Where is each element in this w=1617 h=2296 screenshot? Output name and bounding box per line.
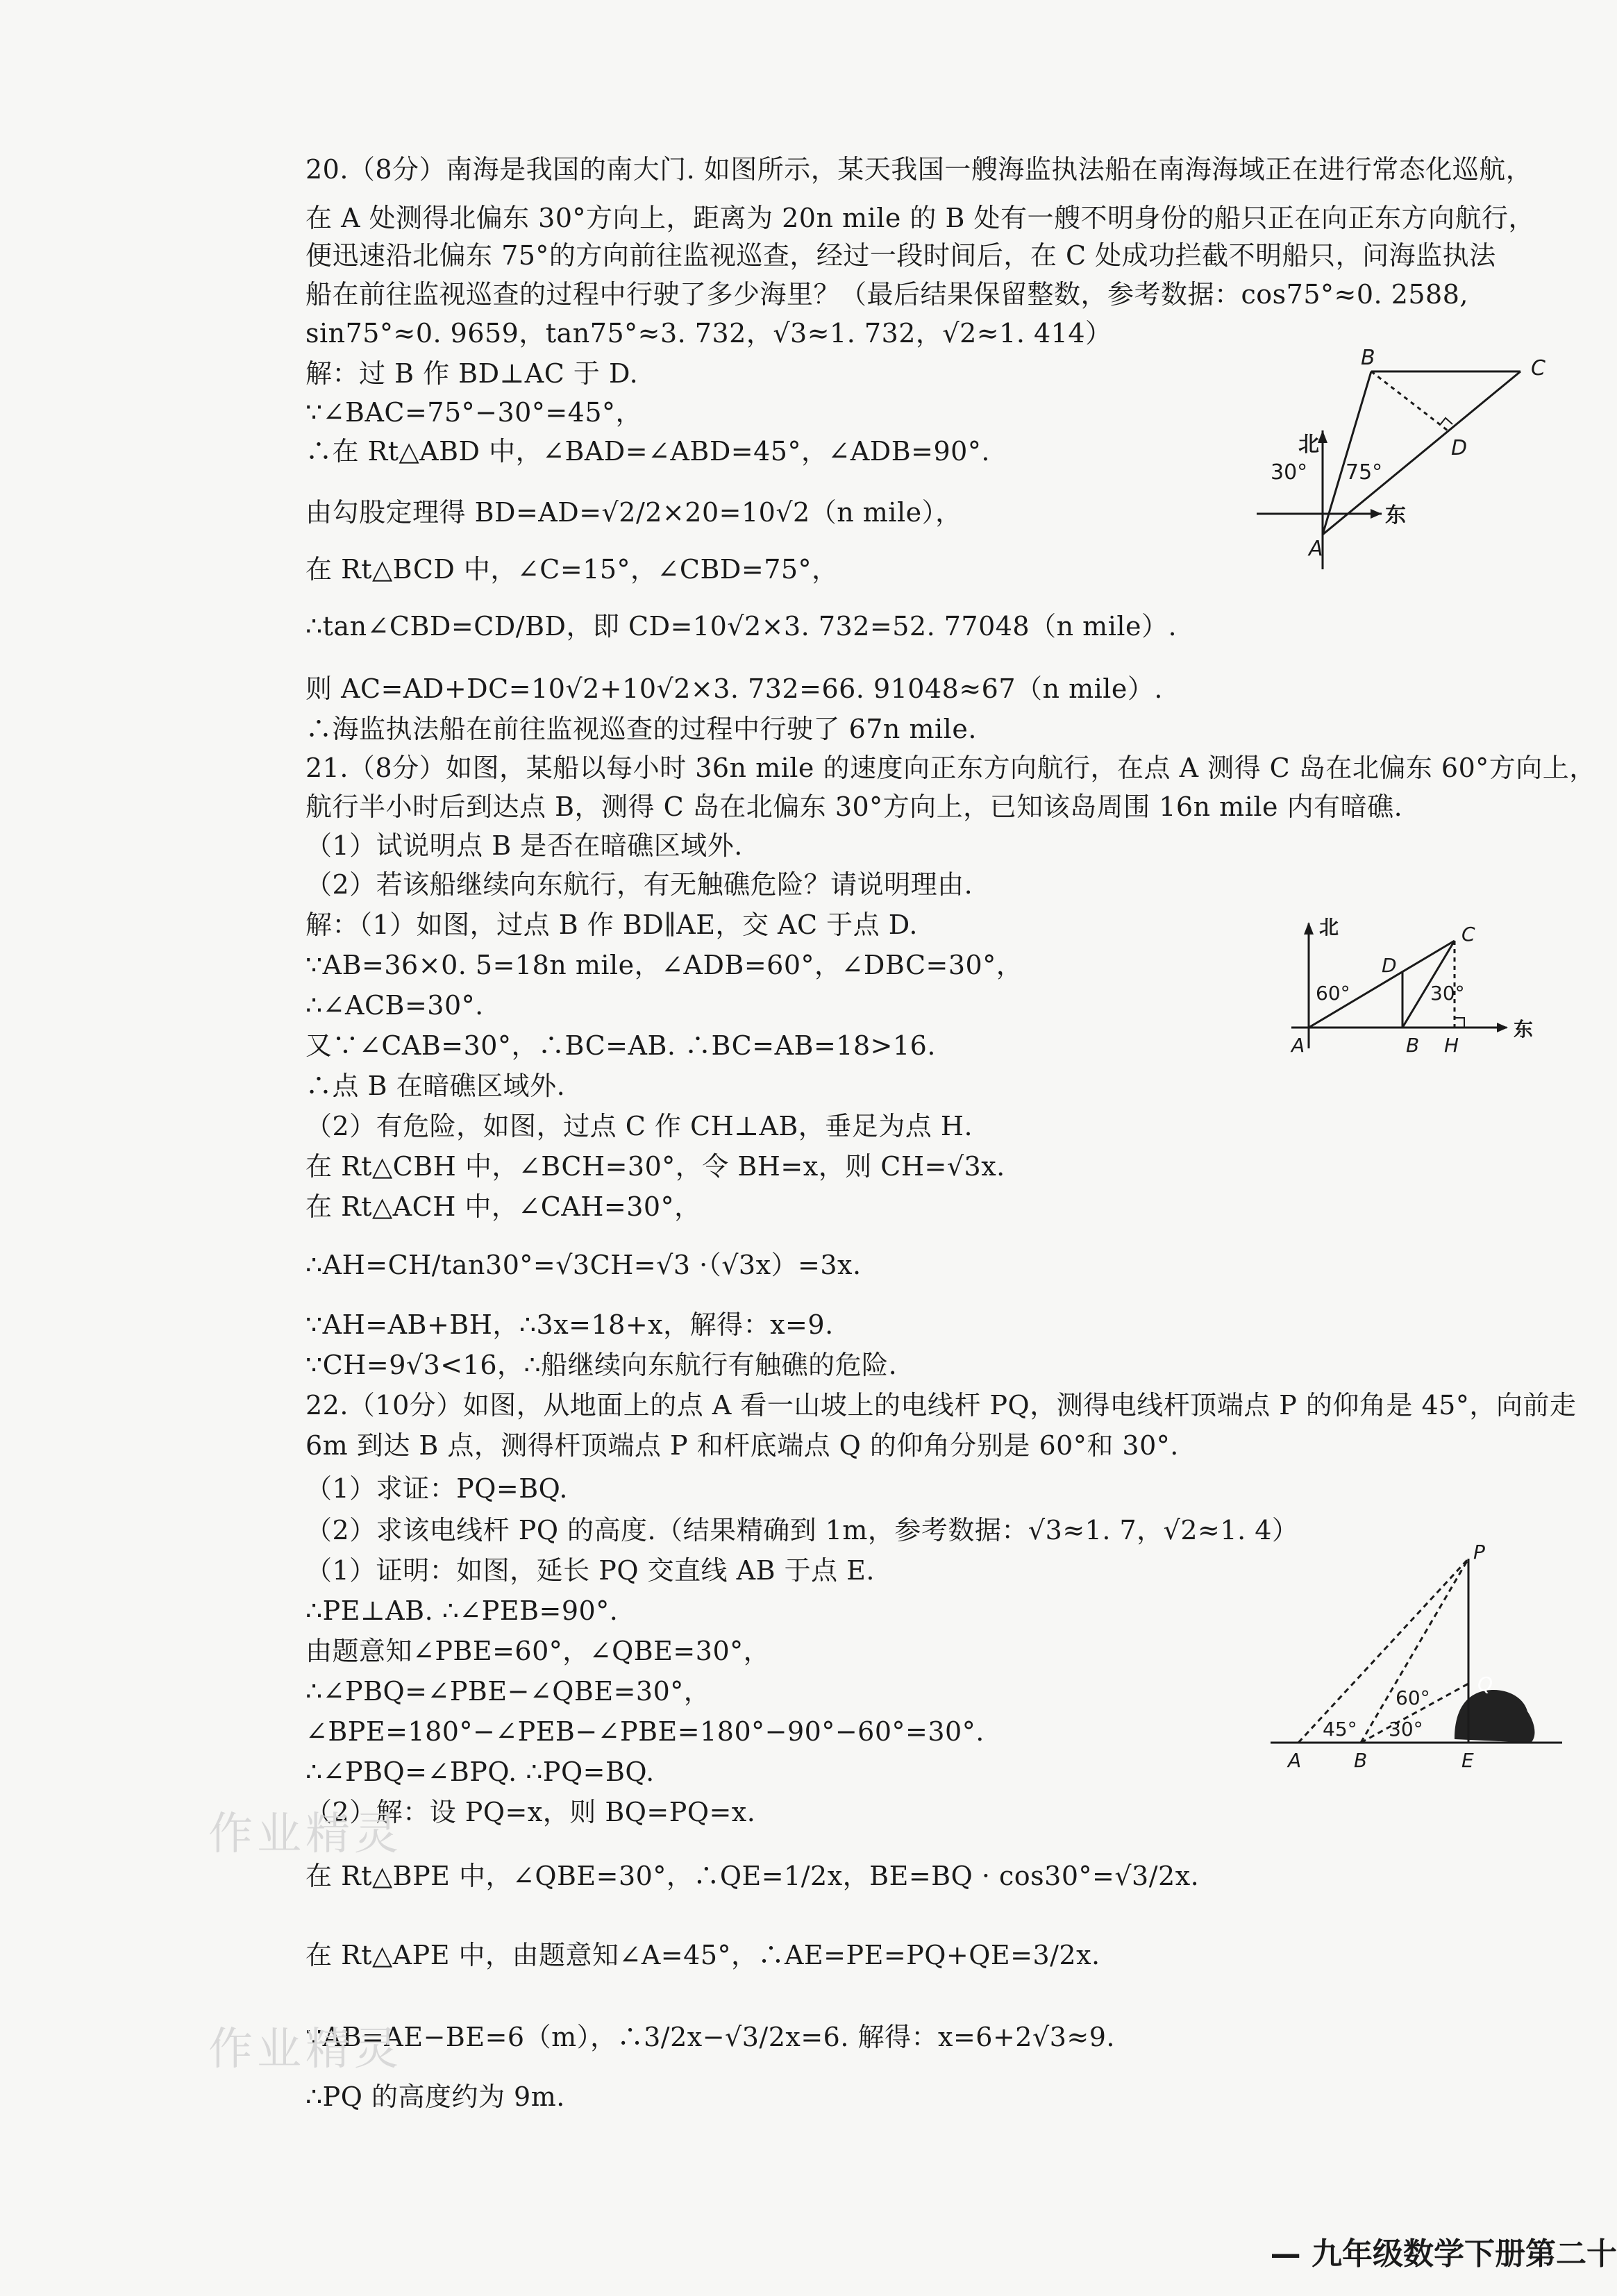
label-q: Q xyxy=(1477,1673,1493,1695)
east-arrow-icon xyxy=(1497,1023,1508,1032)
line-bd xyxy=(1371,371,1448,430)
text-line: 则 AC=AD+DC=10√2+10√2×3. 732=66. 91048≈67（n mile）. xyxy=(305,673,1163,704)
text-line: ∴∠ACB=30°. xyxy=(305,990,484,1021)
figure-22 xyxy=(1257,1534,1576,1784)
text-line: 又∵∠CAB=30°，∴BC=AB. ∴BC=AB=18>16. xyxy=(305,1030,936,1061)
text-line: 在 Rt△BCD 中，∠C=15°，∠CBD=75°， xyxy=(305,554,839,585)
text-line: 由题意知∠PBE=60°，∠QBE=30°， xyxy=(305,1636,771,1666)
text-line: ∵AH=AB+BH，∴3x=18+x，解得：x=9. xyxy=(305,1309,834,1340)
north-arrow-icon xyxy=(1304,922,1314,935)
line-ab xyxy=(1323,371,1371,535)
text-line: ∵AB=36×0. 5=18n mile，∠ADB=60°，∠DBC=30°， xyxy=(305,950,1023,980)
text-line: （1）试说明点 B 是否在暗礁区域外. xyxy=(305,830,743,861)
east-arrow-icon xyxy=(1371,509,1382,519)
label-p: P xyxy=(1473,1541,1485,1564)
text-line: ∴PQ 的高度约为 9m. xyxy=(305,2081,565,2112)
text-line: 船在前往监视巡查的过程中行驶了多少海里？（最后结果保留整数，参考数据：cos75°≈0. 2588, xyxy=(305,279,1468,310)
right-angle-mark xyxy=(1440,418,1452,425)
page-footer: — 九年级数学下册第二十 xyxy=(1270,2236,1617,2272)
label-angle-75: 75° xyxy=(1346,460,1383,485)
label-angle-30: 30° xyxy=(1430,982,1465,1005)
label-b: B xyxy=(1354,1749,1368,1772)
text-line: （1）证明：如图，延长 PQ 交直线 AB 于点 E. xyxy=(305,1555,875,1586)
text-line: 在 Rt△BPE 中，∠QBE=30°，∴QE=1/2x，BE=BQ · cos30°=√3/2x. xyxy=(305,1861,1200,1891)
label-angle-60: 60° xyxy=(1316,982,1350,1005)
label-east: 东 xyxy=(1514,1018,1534,1041)
text-line: ∴海监执法船在前往监视巡查的过程中行驶了 67n mile. xyxy=(305,714,977,744)
text-line: 6m 到达 B 点，测得杆顶端点 P 和杆底端点 Q 的仰角分别是 60°和 30°. xyxy=(305,1430,1179,1461)
right-angle-mark xyxy=(1455,1018,1464,1028)
text-line: 由勾股定理得 BD=AD=√2/2×20=10√2（n mile）， xyxy=(305,497,962,528)
text-line: ∵CH=9√3<16，∴船继续向东航行有触礁的危险. xyxy=(305,1350,898,1380)
hill-shape xyxy=(1455,1690,1534,1743)
text-line: 在 A 处测得北偏东 30°方向上，距离为 20n mile 的 B 处有一艘不明身份的船只正在向正东方向航行， xyxy=(305,203,1536,233)
label-north: 北 xyxy=(1298,433,1319,457)
label-c: C xyxy=(1531,356,1545,380)
label-east: 东 xyxy=(1385,503,1406,528)
text-line: ∴∠PBQ=∠PBE−∠QBE=30°， xyxy=(305,1676,711,1707)
watermark: 作业精灵 xyxy=(208,1809,403,1860)
text-line: sin75°≈0. 9659，tan75°≈3. 732，√3≈1. 732，√2≈1. 414） xyxy=(305,318,1112,349)
text-line: ∴点 B 在暗礁区域外. xyxy=(305,1071,566,1101)
figure-20 xyxy=(1243,347,1576,583)
north-arrow-icon xyxy=(1318,430,1327,443)
label-a: A xyxy=(1309,537,1323,561)
label-angle-45: 45° xyxy=(1323,1718,1357,1741)
label-d: D xyxy=(1382,954,1397,977)
text-line: 便迅速沿北偏东 75°的方向前往监视巡查，经过一段时间后，在 C 处成功拦截不明船只，问海监执法 xyxy=(305,240,1496,271)
watermark: 作业精灵 xyxy=(208,2024,403,2075)
label-a: A xyxy=(1291,1034,1305,1057)
text-line: （2）解：设 PQ=x，则 BQ=PQ=x. xyxy=(305,1797,756,1827)
text-line: 21.（8分）如图，某船以每小时 36n mile 的速度向正东方向航行，在点 A 测得 C 岛在北偏东 60°方向上， xyxy=(305,753,1596,783)
label-c: C xyxy=(1461,923,1475,946)
text-line: ∠BPE=180°−∠PEB−∠PBE=180°−90°−60°=30°. xyxy=(305,1716,985,1747)
label-e: E xyxy=(1461,1749,1474,1772)
label-b: B xyxy=(1406,1034,1420,1057)
label-north: 北 xyxy=(1319,916,1339,939)
text-line: ∴在 Rt△ABD 中，∠BAD=∠ABD=45°，∠ADB=90°. xyxy=(305,436,990,467)
label-angle-60: 60° xyxy=(1396,1686,1430,1709)
text-line: （2）若该船继续向东航行，有无触礁危险？请说明理由. xyxy=(305,869,973,900)
text-line: 在 Rt△CBH 中，∠BCH=30°，令 BH=x，则 CH=√3x. xyxy=(305,1151,1005,1182)
text-line: ∴∠PBQ=∠BPQ. ∴PQ=BQ. xyxy=(305,1757,655,1787)
line-ac xyxy=(1323,371,1520,535)
label-a: A xyxy=(1288,1749,1302,1772)
text-line: ∴PE⊥AB. ∴∠PEB=90°. xyxy=(305,1595,619,1626)
text-line: ∴tan∠CBD=CD/BD，即 CD=10√2×3. 732=52. 77048（n mile）. xyxy=(305,611,1178,642)
label-angle-30: 30° xyxy=(1389,1718,1423,1741)
text-line: 在 Rt△APE 中，由题意知∠A=45°，∴AE=PE=PQ+QE=3/2x. xyxy=(305,1940,1100,1970)
text-line: 解：过 B 作 BD⊥AC 于 D. xyxy=(305,358,639,389)
label-d: D xyxy=(1451,436,1468,460)
figure-21 xyxy=(1277,903,1569,1076)
text-line: （1）求证：PQ=BQ. xyxy=(305,1473,569,1504)
line-bp xyxy=(1361,1559,1468,1743)
line-ap xyxy=(1298,1559,1468,1743)
text-line: 解：（1）如图，过点 B 作 BD∥AE，交 AC 于点 D. xyxy=(305,910,918,940)
text-line: （2）有危险，如图，过点 C 作 CH⊥AB，垂足为点 H. xyxy=(305,1111,973,1141)
text-line: 在 Rt△ACH 中，∠CAH=30°， xyxy=(305,1191,701,1222)
text-line: ∵∠BAC=75°−30°=45°， xyxy=(305,397,643,428)
text-line: 航行半小时后到达点 B，测得 C 岛在北偏东 30°方向上，已知该岛周围 16n mile 内有暗礁. xyxy=(305,791,1403,822)
text-line: 22.（10分）如图，从地面上的点 A 看一山坡上的电线杆 PQ，测得电线杆顶端点 P 的仰角是 45°，向前走 xyxy=(305,1390,1577,1421)
text-line: ∴AH=CH/tan30°=√3CH=√3 ·（√3x）=3x. xyxy=(305,1250,862,1280)
label-b: B xyxy=(1361,347,1375,370)
label-h: H xyxy=(1444,1034,1459,1057)
text-line: 20.（8分）南海是我国的南大门. 如图所示，某天我国一艘海监执法船在南海海域正在进行常态化巡航， xyxy=(305,154,1533,185)
label-angle-30: 30° xyxy=(1271,460,1308,485)
text-line: （2）求该电线杆 PQ 的高度.（结果精确到 1m，参考数据：√3≈1. 7，√2≈1. 4） xyxy=(305,1515,1299,1545)
text-line: ∵AB=AE−BE=6（m），∴3/2x−√3/2x=6. 解得：x=6+2√3≈9. xyxy=(305,2022,1115,2052)
